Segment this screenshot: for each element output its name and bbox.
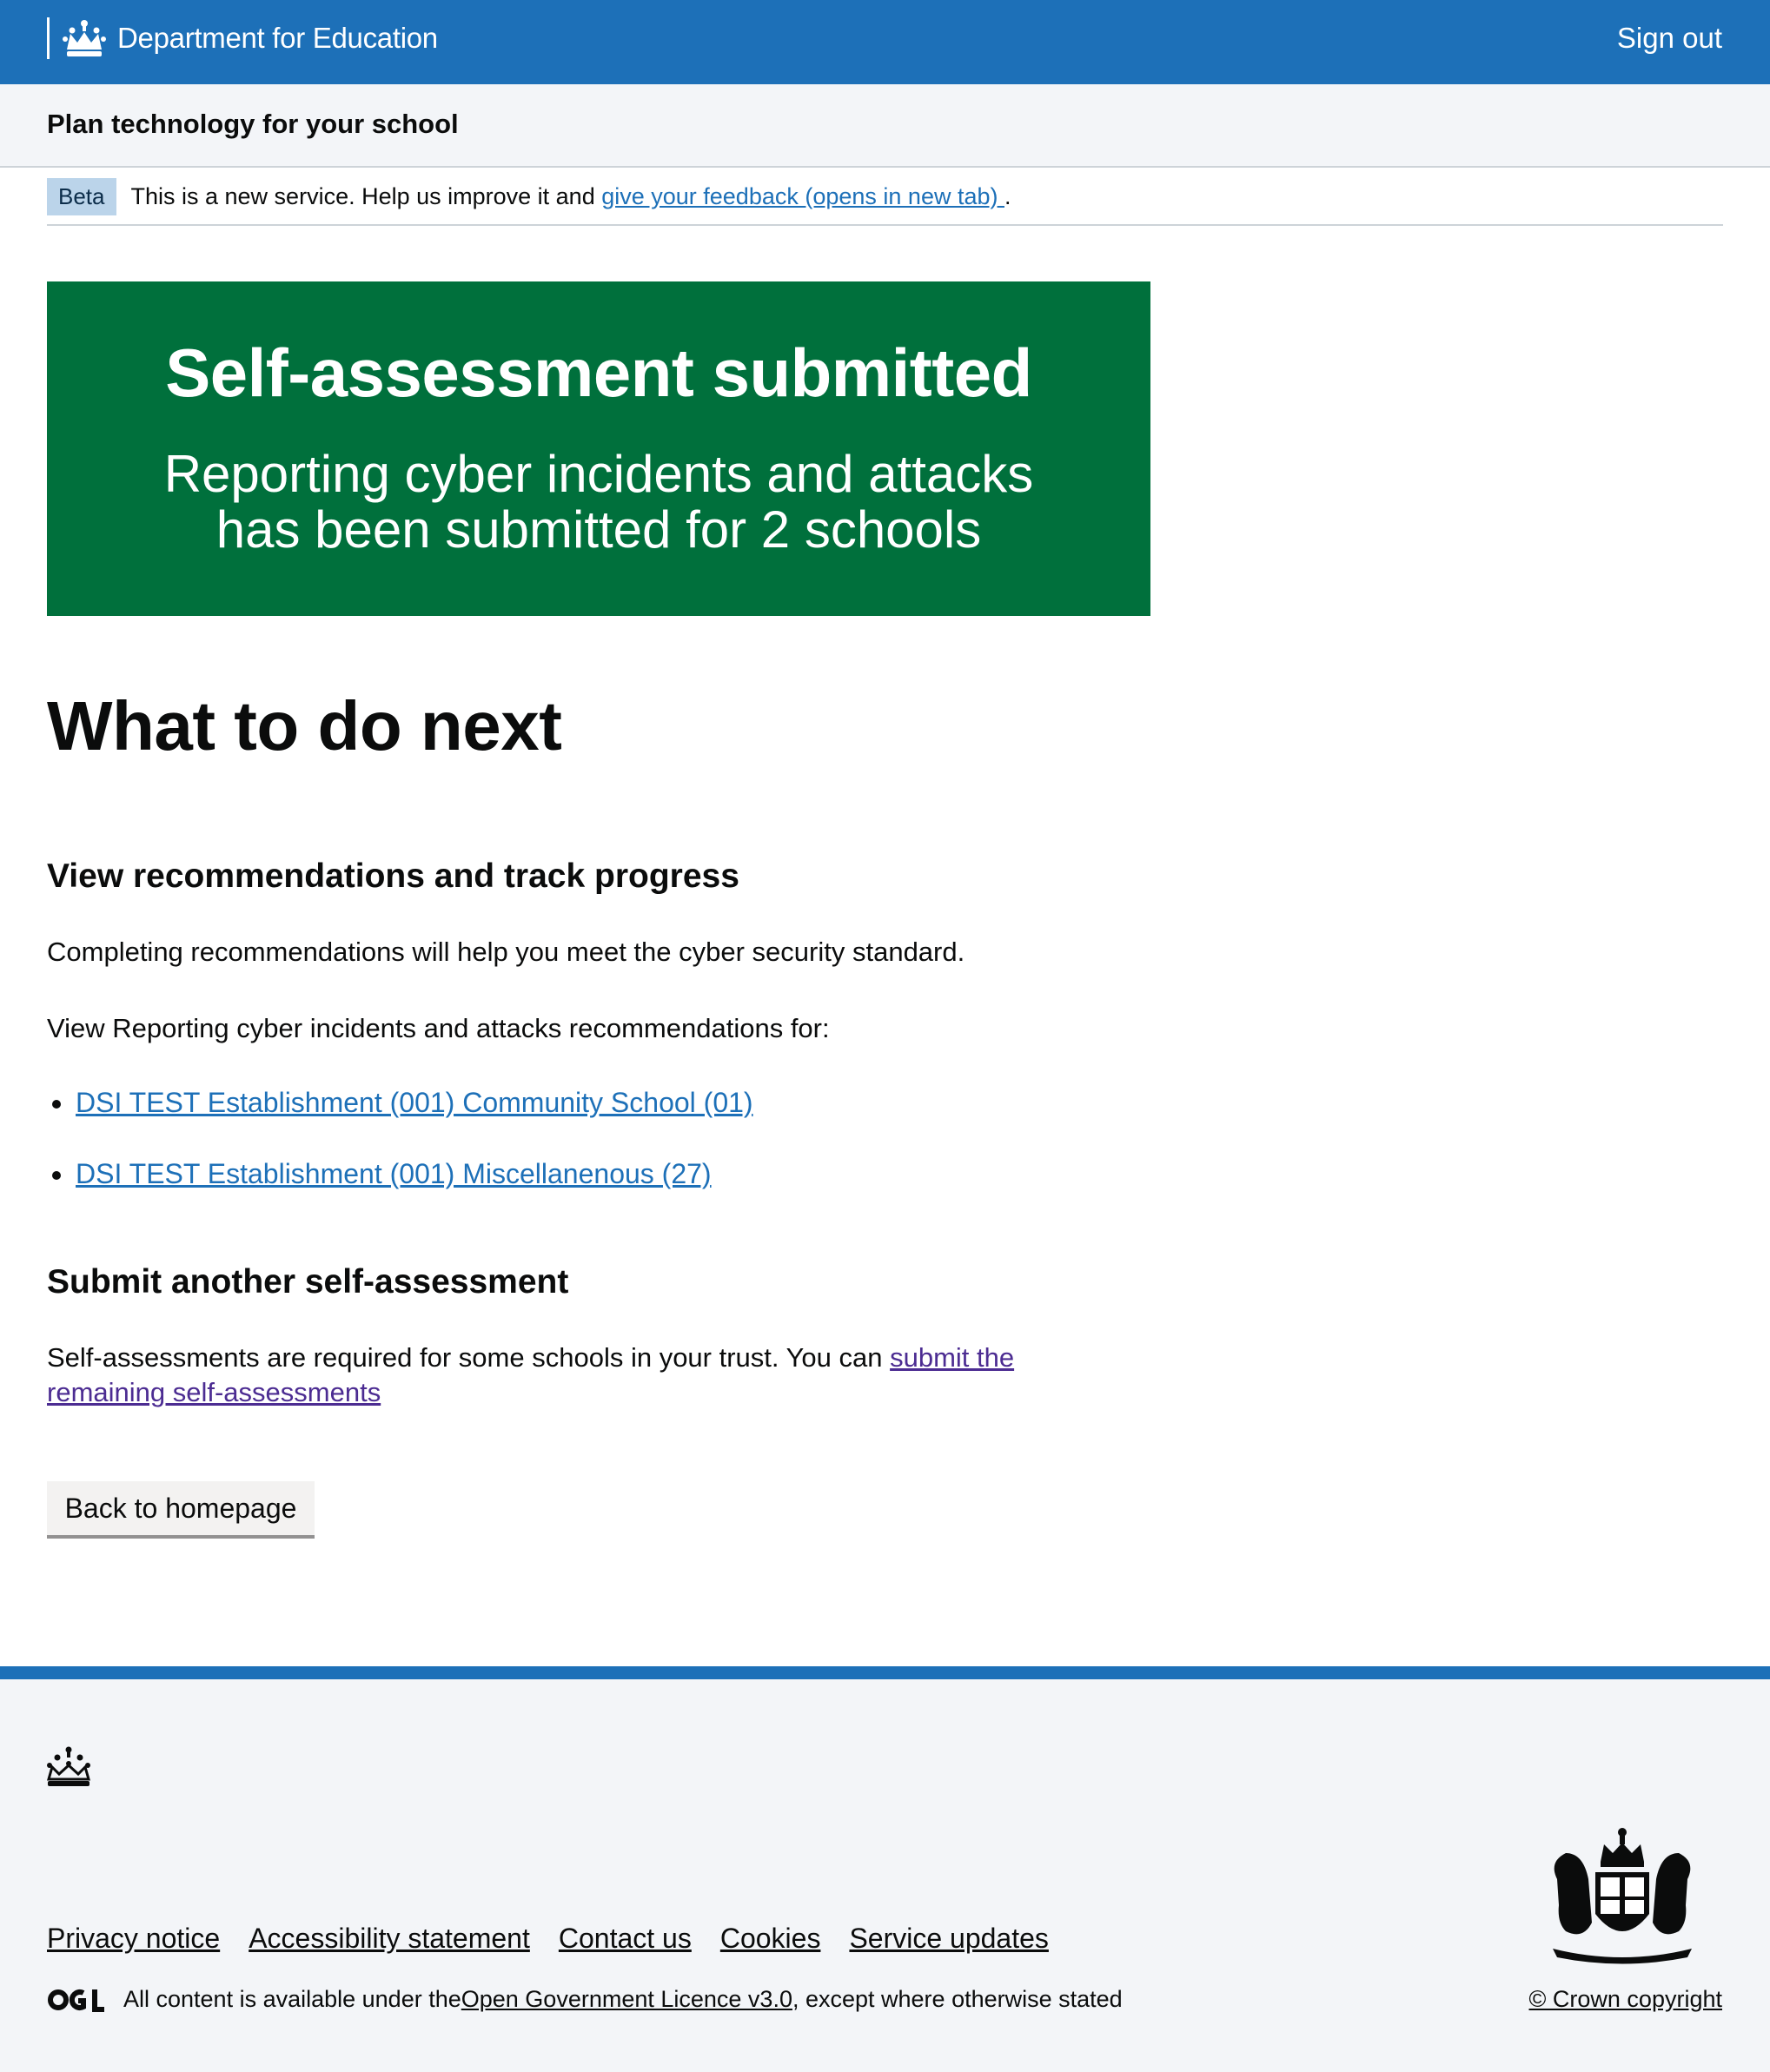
licence-text-after: , except where otherwise stated — [792, 1986, 1123, 2012]
phase-banner-text — [131, 183, 1011, 210]
submit-another-text — [47, 1341, 1133, 1410]
service-navigation — [0, 84, 1770, 168]
privacy-notice-link[interactable]: Privacy notice — [47, 1923, 221, 1954]
site-footer — [0, 1666, 1770, 2072]
submit-remaining-link-line2: remaining self-assessments — [47, 1377, 381, 1407]
brand-link[interactable] — [47, 17, 438, 59]
service-updates-link[interactable]: Service updates — [849, 1923, 1049, 1954]
licence-notice — [47, 1986, 1123, 2013]
feedback-link[interactable]: give your feedback (opens in new tab) — [601, 182, 1004, 209]
brand-name: Department for Education — [117, 22, 438, 54]
school-list — [47, 1084, 753, 1227]
phase-banner — [47, 169, 1723, 226]
section-heading-recommendations: View recommendations and track progress — [47, 857, 739, 895]
list-item — [47, 1155, 753, 1192]
crown-icon — [45, 1746, 92, 1792]
submit-another-text-before: Self-assessments are required for some schools in your trust. You can — [47, 1342, 891, 1373]
confirmation-panel — [47, 281, 1150, 616]
school-recommendations-link[interactable]: DSI TEST Establishment (001) Miscellanenous (27) — [76, 1158, 712, 1189]
crown-crest-icon — [60, 17, 109, 59]
cookies-link[interactable]: Cookies — [719, 1923, 821, 1954]
page-title: What to do next — [47, 687, 562, 765]
site-header — [0, 0, 1770, 84]
school-recommendations-link[interactable]: DSI TEST Establishment (001) Community School (01) — [76, 1087, 753, 1118]
contact-us-link[interactable]: Contact us — [558, 1923, 692, 1954]
beta-tag: Beta — [47, 178, 116, 215]
back-to-homepage-button[interactable]: Back to homepage — [47, 1481, 315, 1535]
submit-remaining-link-line1: submit the — [890, 1342, 1015, 1373]
recommendations-intro: Completing recommendations will help you meet the cyber security standard. — [47, 937, 965, 967]
list-item — [47, 1084, 753, 1121]
footer-links — [47, 1923, 1049, 1955]
section-heading-submit-another: Submit another self-assessment — [47, 1263, 569, 1301]
phase-banner-text-before: This is a new service. Help us improve it and — [130, 182, 602, 209]
crown-copyright-link[interactable]: © Crown copyright — [1528, 1986, 1722, 2012]
phase-banner-text-after: . — [1004, 182, 1011, 209]
service-name-link[interactable]: Plan technology for your school — [47, 109, 459, 139]
royal-coat-of-arms — [1540, 1827, 1705, 1970]
ogl-logo — [47, 1988, 104, 2012]
panel-body: Reporting cyber incidents and attacks has been submitted for 2 schools — [163, 445, 1034, 559]
licence-text-before: All content is available under the — [123, 1986, 461, 2012]
ogl-link[interactable]: Open Government Licence v3.0 — [461, 1986, 792, 2012]
accessibility-statement-link[interactable]: Accessibility statement — [249, 1923, 530, 1954]
sign-out-link[interactable]: Sign out — [1616, 22, 1722, 54]
panel-title: Self-assessment submitted — [165, 334, 1032, 411]
recommendations-for-label: View Reporting cyber incidents and attacks recommendations for: — [47, 1013, 830, 1043]
